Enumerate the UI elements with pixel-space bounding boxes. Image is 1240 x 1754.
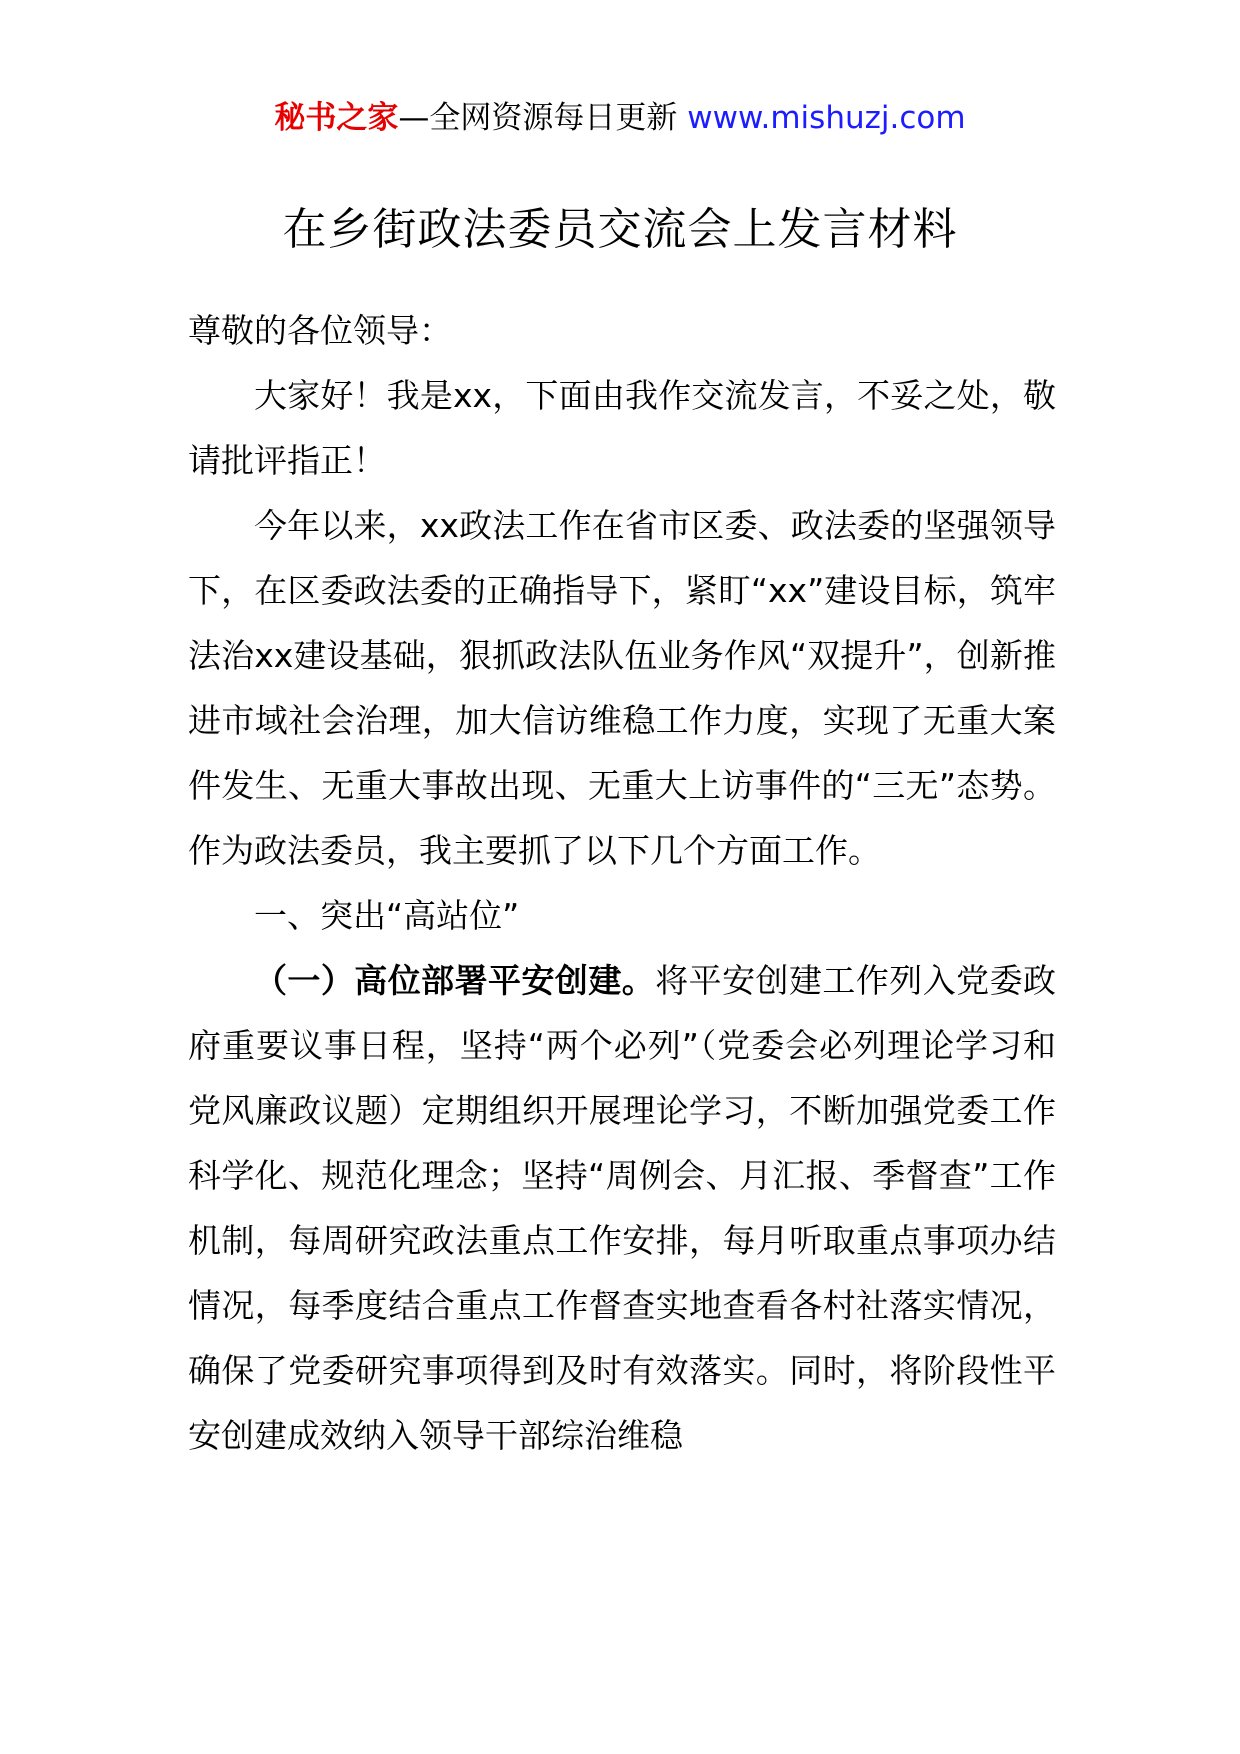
document-title: 在乡街政法委员交流会上发言材料 <box>282 204 958 255</box>
subsection-lead-1: （一）高位部署平安创建。 <box>254 961 656 1000</box>
site-tagline: —全网资源每日更新 <box>398 100 688 136</box>
document-body <box>188 298 1056 1468</box>
subsection-text-1: 将平安创建工作列入党委政府重要议事日程，坚持“两个必列”（党委会必列理论学习和党风廉政议题）定期组织开展理论学习，不断加强党委工作科学化、规范化理念；坚持“周例会、月汇报、季督查”工作机制，每周研究政法重点工作安排，每月听取重点事项办结情况，每季度结合重点工作督查实地查看各村社落实情况，确保了党委研究事项得到及时有效落实。同时，将阶段性平安创建成效纳入领导干部综治维稳 <box>188 961 1057 1455</box>
salutation: 尊敬的各位领导： <box>188 311 452 350</box>
section-heading-1: 一、突出“高站位” <box>254 896 520 935</box>
paragraph-intro: 大家好！我是xx，下面由我作交流发言，不妥之处，敬请批评指正！ <box>188 376 1056 480</box>
site-header <box>0 98 1240 138</box>
site-url[interactable]: www.mishuzj.com <box>687 100 966 136</box>
subsection-paragraph-1 <box>188 948 1056 1468</box>
paragraph-summary: 今年以来，xx政法工作在省市区委、政法委的坚强领导下，在区委政法委的正确指导下，紧盯“xx”建设目标，筑牢法治xx建设基础，狠抓政法队伍业务作风“双提升”，创新推进市域社会治理，加大信访维稳工作力度，实现了无重大案件发生、无重大事故出现、无重大上访事件的“三无”态势。作为政法委员，我主要抓了以下几个方面工作。 <box>188 506 1056 870</box>
site-brand: 秘书之家 <box>274 100 399 136</box>
